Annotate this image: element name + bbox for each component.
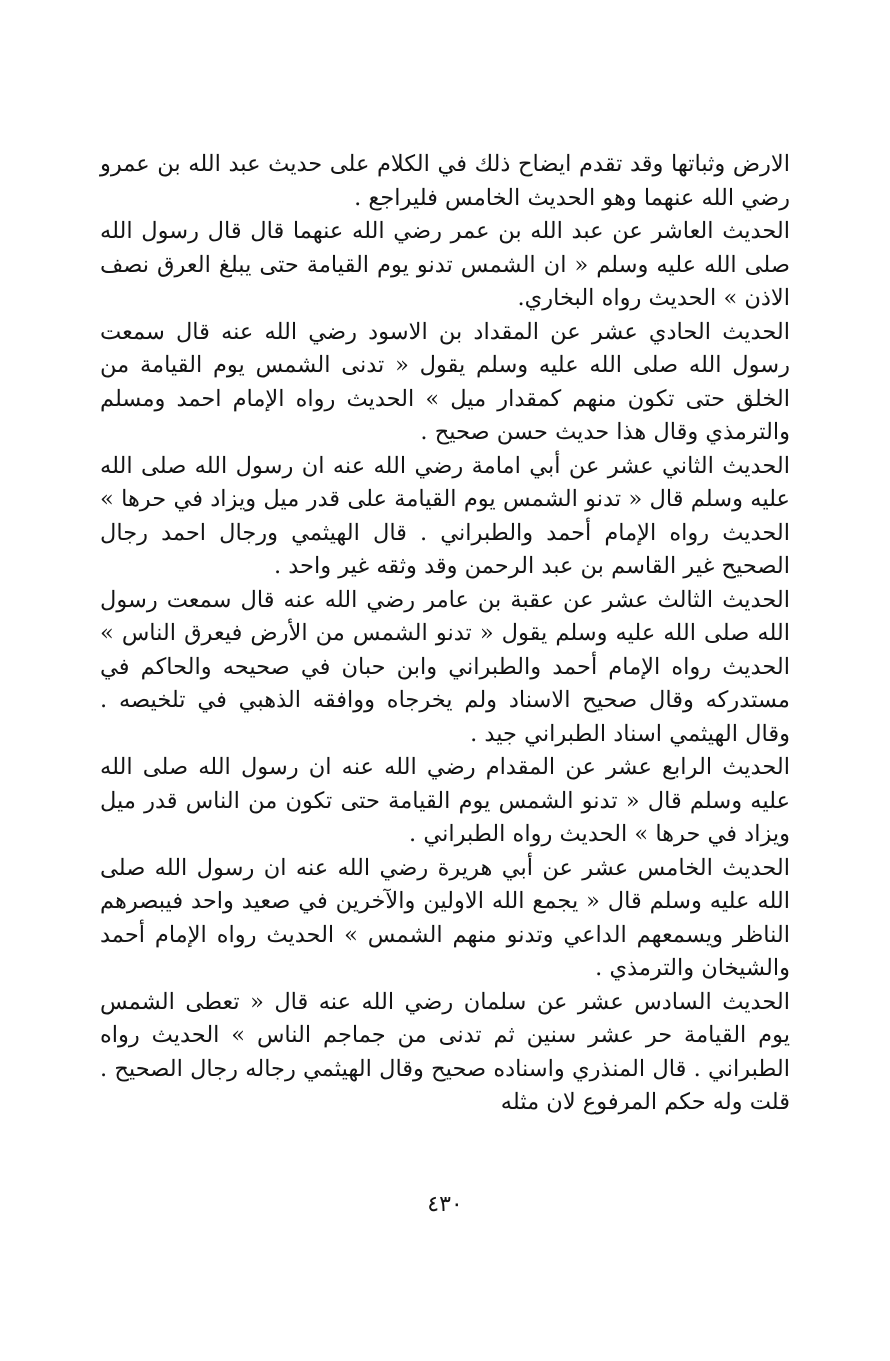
paragraph-hadith-10: الحديث العاشر عن عبد الله بن عمر رضي الله عنهما قال قال رسول الله صلى الله عليه وسلم « ان الشمس تدنو يوم القيامة حتى يبلغ العرق نصف الاذن » الحديث رواه البخاري. — [100, 218, 790, 311]
paragraph-continuation: الارض وثباتها وقد تقدم ايضاح ذلك في الكلام على حديث عبد الله بن عمرو رضي الله عنهما وهو الحديث الخامس فليراجع . — [100, 151, 790, 211]
paragraph-hadith-15: الحديث الخامس عشر عن أبي هريرة رضي الله عنه ان رسول الله صلى الله عليه وسلم قال « يجمع الله الاولين والآخرين في صعيد واحد فيبصرهم الناظر ويسمعهم الداعي وتدنو منهم الشمس » الحديث رواه الإمام أحمد والشيخان والترمذي . — [100, 854, 790, 981]
paragraph-hadith-12: الحديث الثاني عشر عن أبي امامة رضي الله عنه ان رسول الله صلى الله عليه وسلم قال « تدنو الشمس يوم القيامة على قدر ميل ويزاد في حرها » الحديث رواه الإمام أحمد والطبراني . قال الهيثمي ورجال احمد رجال الصحيح غير القاسم بن عبد الرحمن وقد وثقه غير واحد . — [100, 452, 790, 579]
paragraph-hadith-13: الحديث الثالث عشر عن عقبة بن عامر رضي الله عنه قال سمعت رسول الله صلى الله عليه وسلم يقول « تدنو الشمس من الأرض فيعرق الناس » الحديث رواه الإمام أحمد والطبراني وابن حبان في صحيحه والحاكم في مستدركه وقال صحيح الاسناد ولم يخرجاه ووافقه الذهبي في تلخيصه . وقال الهيثمي اسناد الطبراني جيد . — [100, 586, 790, 747]
page-body — [100, 148, 790, 1120]
paragraph-hadith-11: الحديث الحادي عشر عن المقداد بن الاسود رضي الله عنه قال سمعت رسول الله صلى الله عليه وسلم يقول « تدنى الشمس يوم القيامة من الخلق حتى تكون منهم كمقدار ميل » الحديث رواه الإمام احمد ومسلم والترمذي وقال هذا حديث حسن صحيح . — [100, 318, 790, 445]
page-number: ٤٣٠ — [427, 1192, 463, 1217]
paragraph-hadith-16: الحديث السادس عشر عن سلمان رضي الله عنه قال « تعطى الشمس يوم القيامة حر عشر سنين ثم تدنى من جماجم الناس » الحديث رواه الطبراني . قال المنذري واسناده صحيح وقال الهيثمي رجاله رجال الصحيح . قلت وله حكم المرفوع لان مثله — [100, 988, 790, 1115]
paragraph-hadith-14: الحديث الرابع عشر عن المقدام رضي الله عنه ان رسول الله صلى الله عليه وسلم قال « تدنو الشمس يوم القيامة حتى تكون من الناس قدر ميل ويزاد في حرها » الحديث رواه الطبراني . — [100, 754, 790, 847]
